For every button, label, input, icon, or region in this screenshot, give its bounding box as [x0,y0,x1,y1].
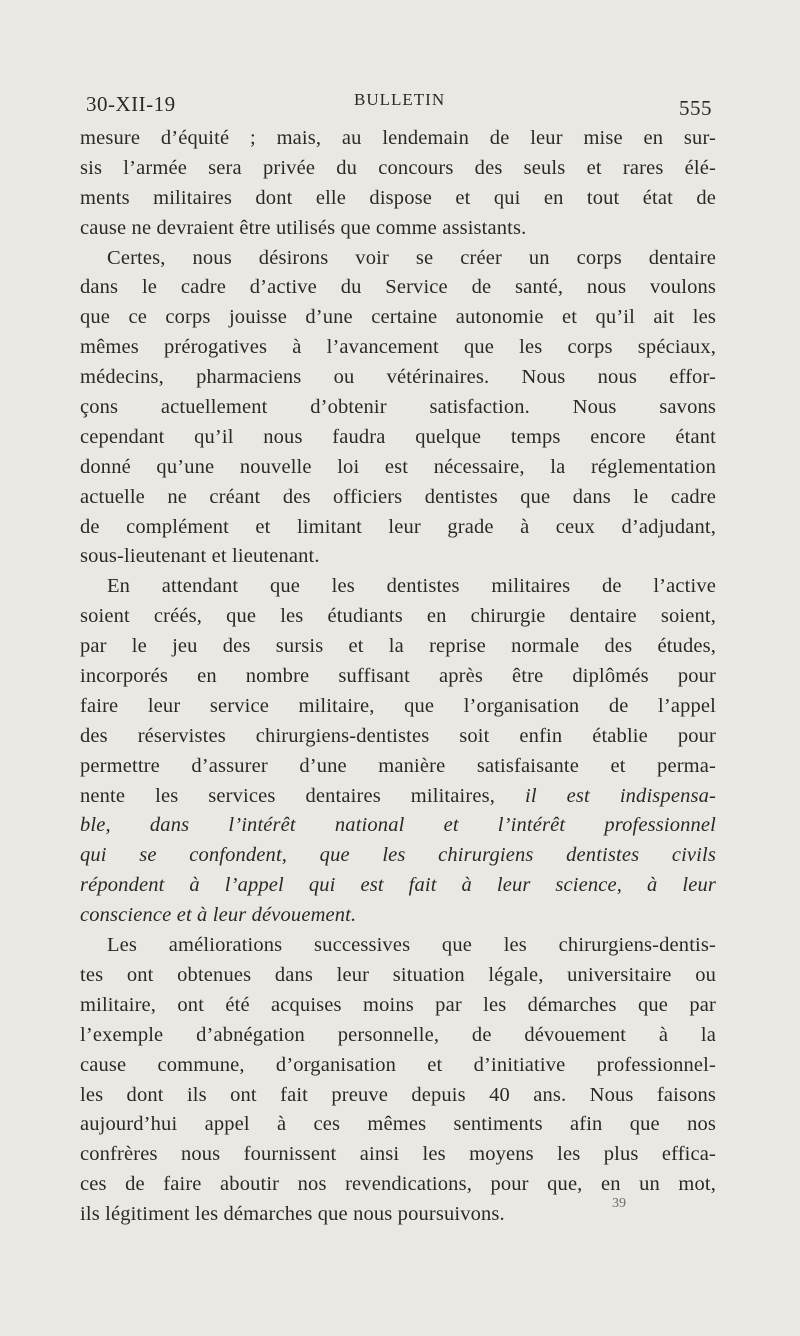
text-line: dans le cadre d’active du Service de santé, nous voulons [80,276,716,299]
running-header [86,90,712,120]
text-line: confrères nous fournissent ainsi les moyens les plus effica- [80,1143,716,1166]
text-line: faire leur service militaire, que l’organisation de l’appel [80,694,716,717]
text-roman: nente les services dentaires militaires, [80,784,525,807]
text-line: ments militaires dont elle dispose et qui en tout état de [80,186,716,209]
text-line: cependant qu’il nous faudra quelque temps encore étant [80,425,716,448]
header-date: 30-XII-19 [86,92,176,116]
text-line: ces de faire aboutir nos revendications, pour que, en un mot, [80,1173,716,1196]
header-page-number: 555 [679,96,712,120]
text-line: donné qu’une nouvelle loi est nécessaire, la réglementation [80,455,716,478]
text-line [80,782,716,812]
text-line: que ce corps jouisse d’une certaine autonomie et qu’il ait les [80,306,716,329]
text-line: tes ont obtenues dans leur situation légale, universitaire ou [80,963,716,986]
text-line: ble, dans l’intérêt national et l’intérêt professionnel [80,814,716,837]
text-line: En attendant que les dentistes militaires de l’active [107,575,716,598]
text-line: Les améliorations successives que les chirurgiens-dentis- [107,934,716,957]
text-line: de complément et limitant leur grade à ceux d’adjudant, [80,515,716,538]
text-line: des réservistes chirurgiens-dentistes soit enfin établie pour [80,724,716,747]
text-italic: il est indispensa- [524,784,716,807]
text-line: sous-lieutenant et lieutenant. [80,545,320,568]
text-line: ils légitiment les démarches que nous poursuivons. [80,1203,505,1226]
text-line: actuelle ne créant des officiers dentistes que dans le cadre [80,485,716,508]
text-line: soient créés, que les étudiants en chirurgie dentaire soient, [80,605,716,628]
text-line: l’exemple d’abnégation personnelle, de dévouement à la [80,1023,716,1046]
text-line: par le jeu des sursis et la reprise normale des études, [80,635,716,658]
text-line: mesure d’équité ; mais, au lendemain de leur mise en sur- [80,127,716,149]
text-line: conscience et à leur dévouement. [80,904,357,927]
text-line: permettre d’assurer d’une manière satisfaisante et perma- [80,754,716,777]
header-title: BULLETIN [354,90,446,109]
text-line: sis l’armée sera privée du concours des seuls et rares élé- [80,156,716,179]
text-line: incorporés en nombre suffisant après être diplômés pour [80,665,716,688]
text-line: médecins, pharmaciens ou vétérinaires. Nous nous effor- [80,366,716,389]
text-line: aujourd’hui appel à ces mêmes sentiments afin que nos [80,1113,716,1136]
text-line: çons actuellement d’obtenir satisfaction. Nous savons [80,396,716,419]
text-line: cause ne devraient être utilisés que comme assistants. [80,216,527,239]
text-line: qui se confondent, que les chirurgiens dentistes civils [80,844,716,867]
text-line: Certes, nous désirons voir se créer un corps dentaire [107,246,716,269]
text-line: les dont ils ont fait preuve depuis 40 ans. Nous faisons [80,1083,716,1106]
body-text [80,124,716,1230]
folio-signature: 39 [612,1196,626,1211]
text-line: répondent à l’appel qui est fait à leur science, à leur [80,874,716,897]
text-line: militaire, ont été acquises moins par les démarches que par [80,993,716,1016]
text-line: cause commune, d’organisation et d’initiative professionnel- [80,1053,716,1076]
text-line: mêmes prérogatives à l’avancement que les corps spéciaux, [80,336,716,359]
